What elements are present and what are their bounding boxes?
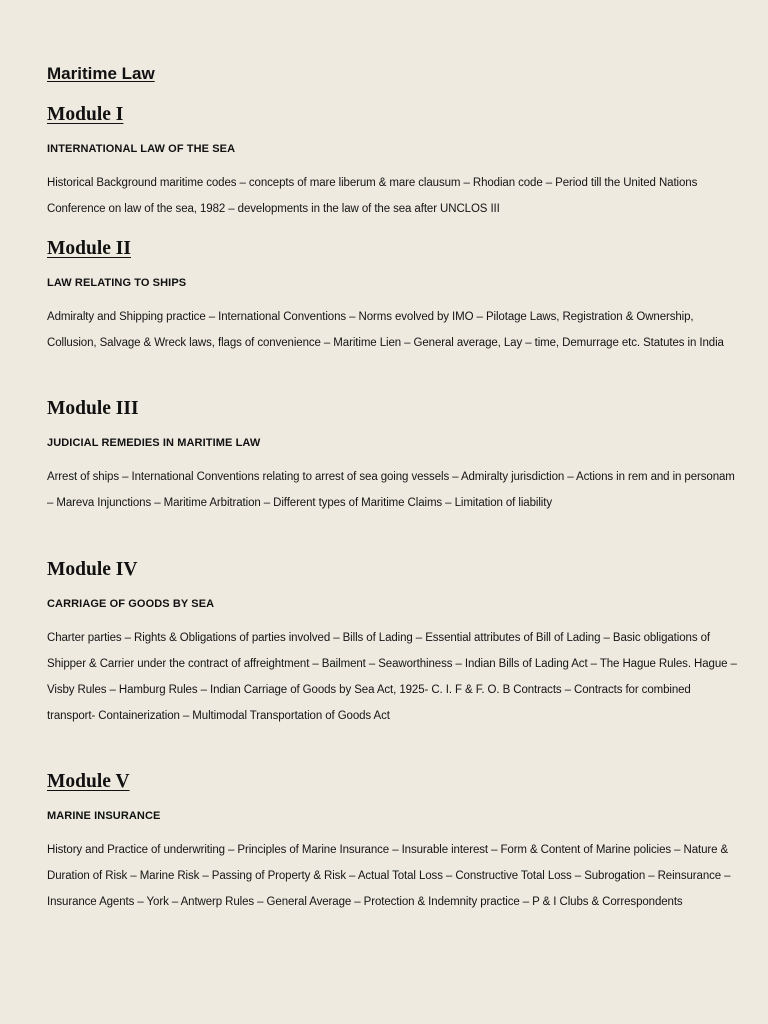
module-5-subtitle: MARINE INSURANCE xyxy=(47,810,161,822)
module-4-heading: Module IV xyxy=(47,559,138,580)
module-2-body: Admiralty and Shipping practice – International Conventions – Norms evolved by IMO – Pilotage Laws, Registration & Ownership, Collusion, Salvage & Wreck laws, flags of convenience – Maritime Lien – General average, Lay – time, Demurrage etc. Statutes in India xyxy=(47,311,724,349)
module-4-body: Charter parties – Rights & Obligations of parties involved – Bills of Lading – Essential attributes of Bill of Lading – Basic obligations of Shipper & Carrier under the contract of affreightment – Bailment – Seaworthiness – Indian Bills of Lading Act – The Hague Rules. Hague – Visby Rules – Hamburg Rules – Indian Carriage of Goods by Sea Act, 1925- C. I. F & F. O. B Contracts – Contracts for combined transport- Containerization – Multimodal Transportation of Goods Act xyxy=(47,632,737,722)
module-4-subtitle: CARRIAGE OF GOODS BY SEA xyxy=(47,598,215,610)
module-5-body: History and Practice of underwriting – Principles of Marine Insurance – Insurable interest – Form & Content of Marine policies – Nature & Duration of Risk – Marine Risk – Passing of Property & Risk – Actual Total Loss – Constructive Total Loss – Subrogation – Reinsurance – Insurance Agents – York – Antwerp Rules – General Average – Protection & Indemnity practice – P & I Clubs & Correspondents xyxy=(47,844,731,908)
module-3-subtitle: JUDICIAL REMEDIES IN MARITIME LAW xyxy=(47,437,261,449)
module-5-heading: Module V xyxy=(47,771,130,792)
module-2-heading: Module II xyxy=(47,238,131,259)
module-1-subtitle: INTERNATIONAL LAW OF THE SEA xyxy=(47,143,236,155)
module-2-subtitle: LAW RELATING TO SHIPS xyxy=(47,277,187,289)
module-3-heading: Module III xyxy=(47,398,139,419)
module-1-heading: Module I xyxy=(47,104,124,125)
document-title: Maritime Law xyxy=(47,64,155,83)
module-3-body: Arrest of ships – International Conventions relating to arrest of sea going vessels – Admiralty jurisdiction – Actions in rem and in personam – Mareva Injunctions – Maritime Arbitration – Different types of Maritime Claims – Limitation of liability xyxy=(47,471,735,509)
module-1-body: Historical Background maritime codes – concepts of mare liberum & mare clausum – Rhodian code – Period till the United Nations Conference on law of the sea, 1982 – developments in the law of the sea after UNCLOS III xyxy=(47,177,698,215)
